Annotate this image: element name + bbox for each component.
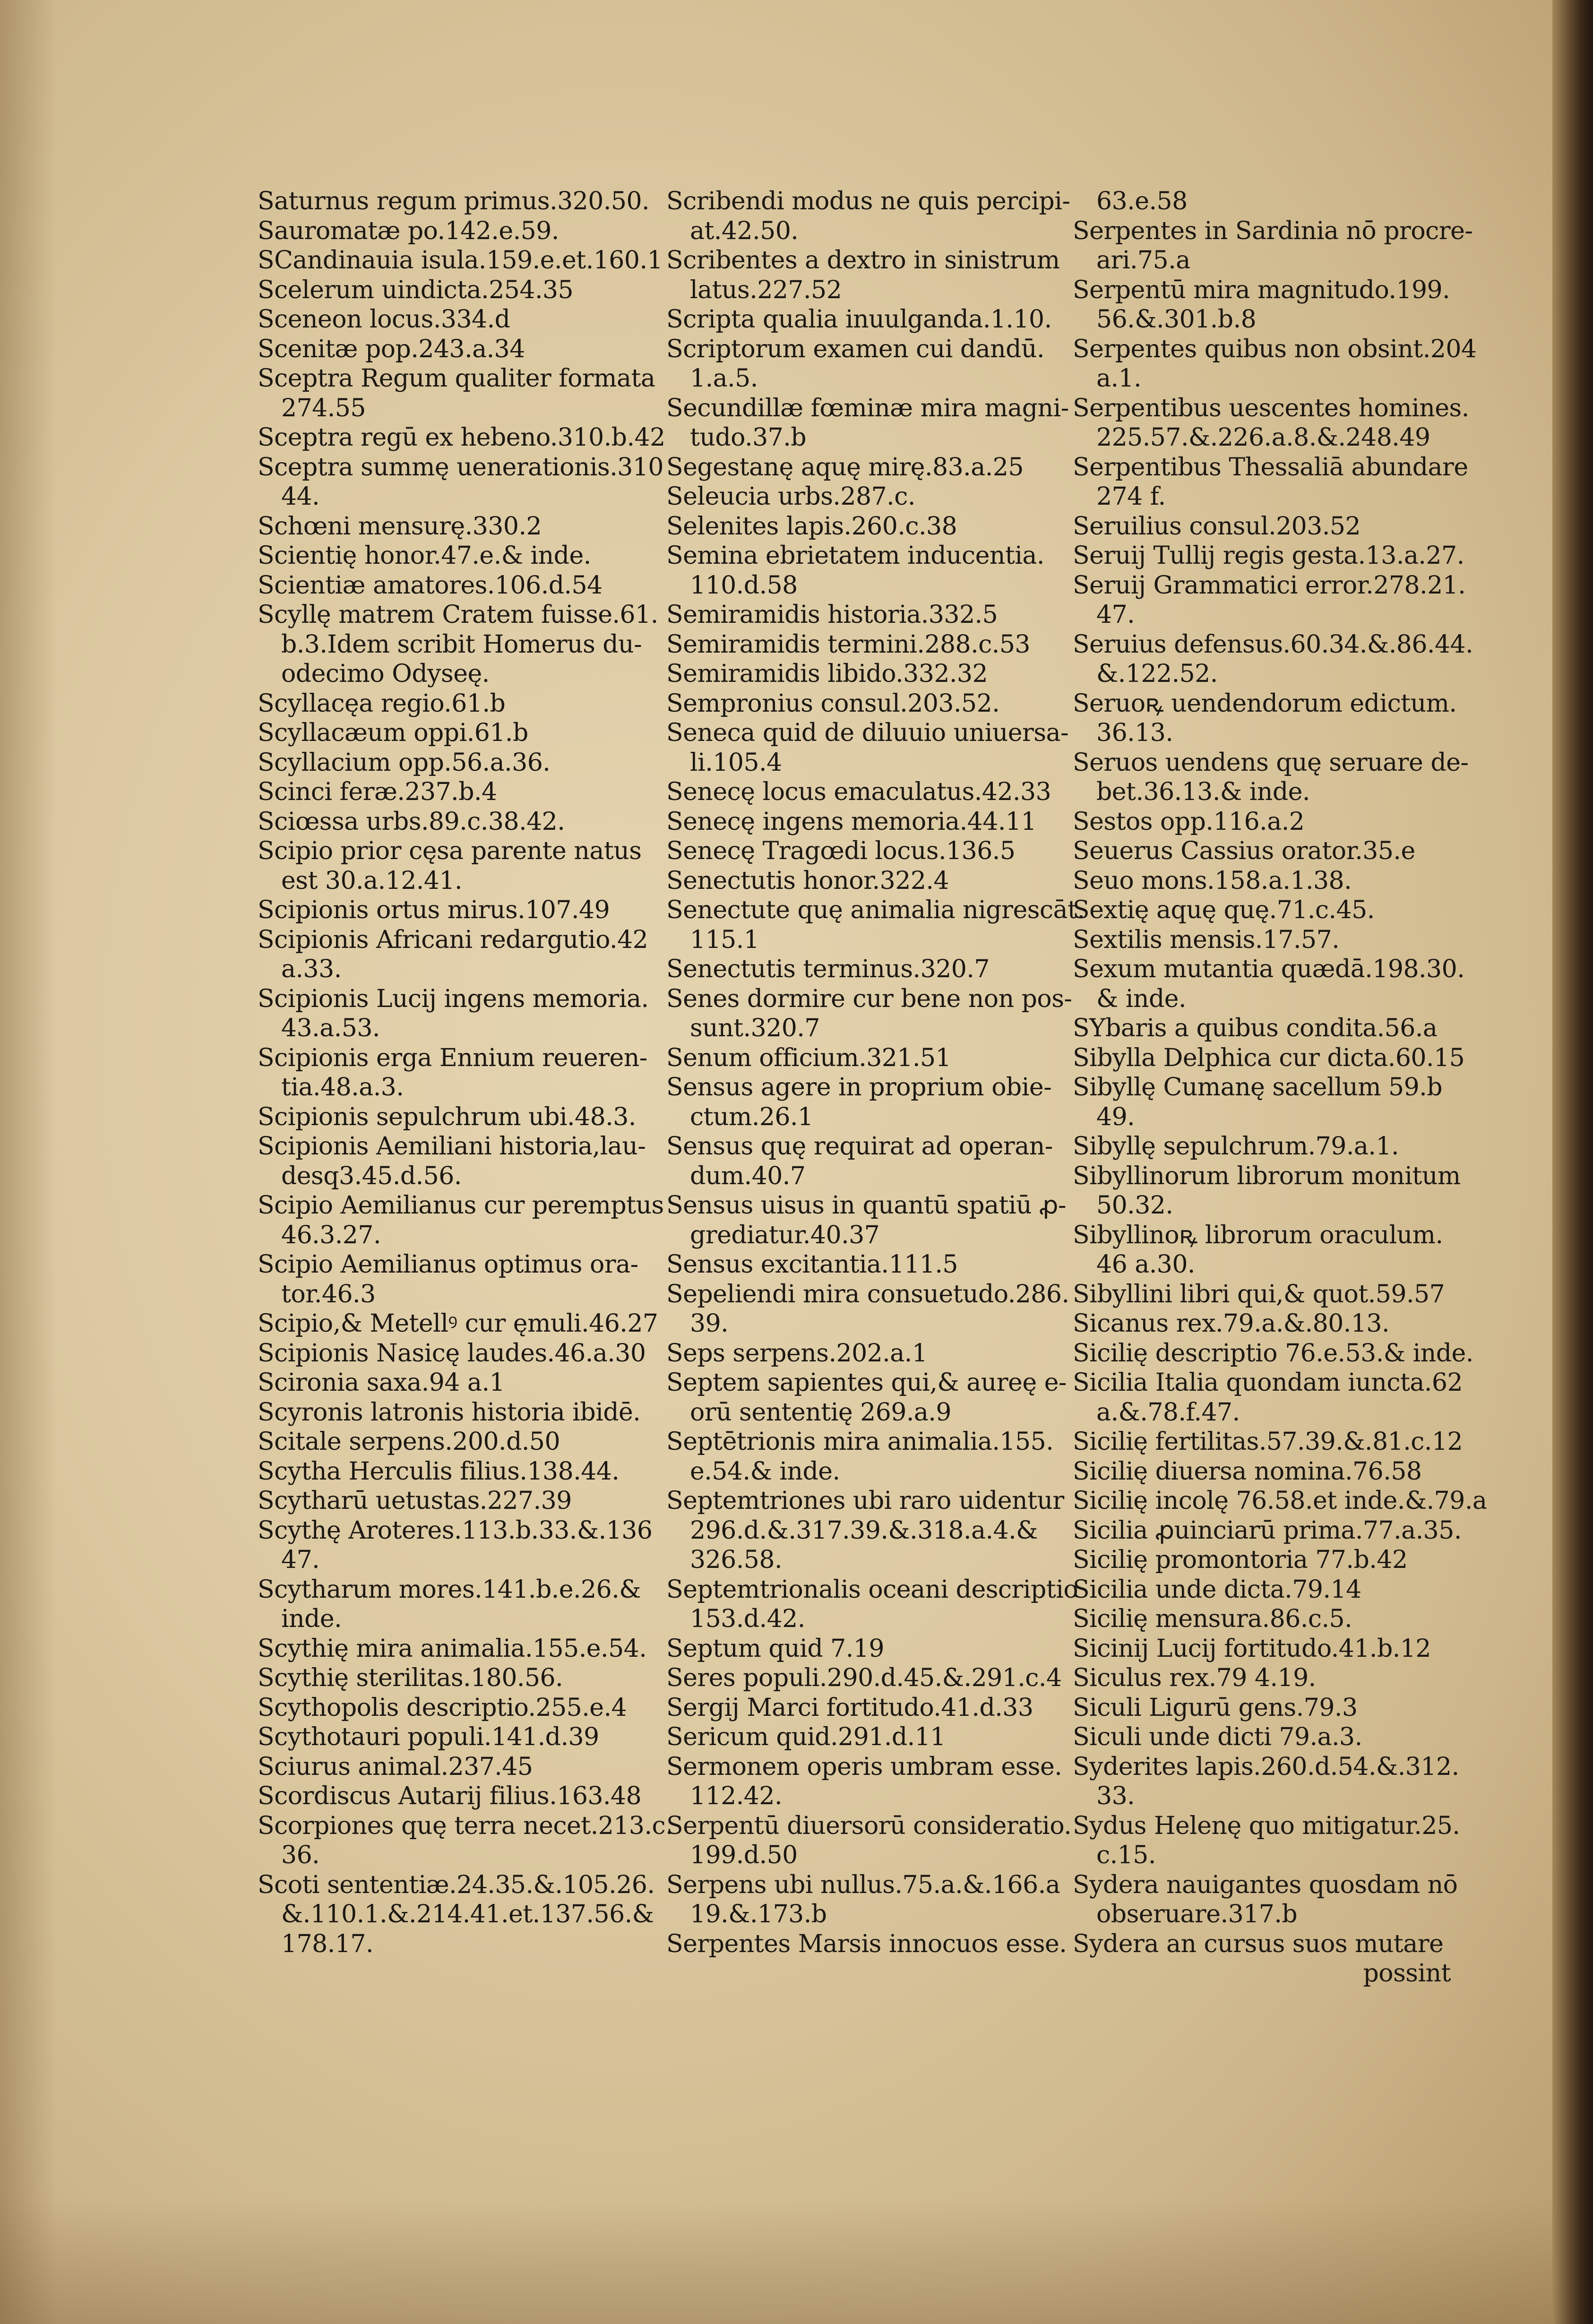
index-entry-line: Siculi Ligurū gens.79.3	[1073, 1693, 1358, 1722]
index-entry-line: Sicilię diuersa nomina.76.58	[1073, 1457, 1422, 1486]
index-entry-line: SCandinauia isula.159.e.et.160.1	[258, 246, 663, 275]
index-entry-line: Serpentes quibus non obsint.204	[1073, 335, 1477, 363]
index-entry-line: Scoti sententiæ.24.35.&.105.26.	[258, 1870, 655, 1899]
index-entry-line: odecimo Odyseę.	[281, 660, 490, 688]
index-entry-line: 115.1	[690, 925, 759, 954]
index-entry-line: orū sententię 269.a.9	[690, 1398, 952, 1427]
index-entry-line: Sibyllę sepulchrum.79.a.1.	[1073, 1132, 1399, 1161]
index-entry-line: Sibyllę Cumanę sacellum 59.b	[1073, 1073, 1443, 1102]
index-entry-line: Sceptra summę uenerationis.310	[258, 453, 663, 482]
index-entry-line: 46 a.30.	[1096, 1250, 1195, 1279]
book-spine	[1552, 0, 1593, 2324]
index-entry-line: tia.48.a.3.	[281, 1073, 404, 1102]
index-entry-line: 50.32.	[1096, 1191, 1173, 1220]
index-entry-line: Senectutis terminus.320.7	[666, 955, 990, 983]
index-entry-line: Sceptra Regum qualiter formata	[258, 364, 655, 393]
index-entry-line: Segestanę aquę mirę.83.a.25	[666, 453, 1024, 482]
index-entry-line: Scytha Herculis filius.138.44.	[258, 1457, 620, 1486]
index-entry-line: Scythię sterilitas.180.56.	[258, 1664, 563, 1692]
index-entry-line: c.15.	[1096, 1841, 1156, 1869]
paper-bottom-stain	[0, 2197, 1552, 2324]
index-entry-line: est 30.a.12.41.	[281, 866, 463, 895]
index-entry-line: Sicilię mensura.86.c.5.	[1073, 1605, 1352, 1633]
index-entry-line: 296.d.&.317.39.&.318.a.4.&	[690, 1516, 1038, 1545]
index-entry-line: Scythopolis descriptio.255.e.4	[258, 1693, 627, 1722]
index-entry-line: a.&.78.f.47.	[1096, 1398, 1240, 1427]
index-entry-line: bet.36.13.& inde.	[1096, 778, 1310, 806]
index-entry-line: Seruoꝶ uendendorum edictum.	[1073, 689, 1457, 718]
index-entry-line: li.105.4	[690, 748, 782, 777]
index-entry-line: e.54.& inde.	[690, 1457, 840, 1486]
index-entry-line: ari.75.a	[1096, 246, 1190, 275]
index-entry-line: Scelerum uindicta.254.35	[258, 275, 574, 304]
index-entry-line: Seps serpens.202.a.1	[666, 1339, 928, 1368]
index-entry-line: Scipio Aemilianus cur peremptus	[258, 1191, 664, 1220]
index-entry-line: & inde.	[1096, 984, 1187, 1013]
index-entry-line: Selenites lapis.260.c.38	[666, 512, 957, 541]
index-entry-line: Saturnus regum primus.320.50.	[258, 187, 650, 215]
index-entry-line: 274.55	[281, 394, 366, 422]
index-entry-line: SYbaris a quibus condita.56.a	[1073, 1014, 1438, 1042]
index-entry-line: Sensus excitantia.111.5	[666, 1250, 958, 1279]
index-entry-line: 36.13.	[1096, 719, 1173, 747]
index-entry-line: 56.&.301.b.8	[1096, 305, 1257, 334]
index-entry-line: Septemtriones ubi raro uidentur	[666, 1487, 1064, 1515]
index-entry-line: Scientię honor.47.e.& inde.	[258, 542, 591, 570]
index-entry-line: Scribentes a dextro in sinistrum	[666, 246, 1060, 275]
index-entry-line: Senes dormire cur bene non pos-	[666, 984, 1072, 1013]
index-entry-line: Seuo mons.158.a.1.38.	[1073, 866, 1352, 895]
index-entry-line: dum.40.7	[690, 1162, 806, 1190]
index-entry-line: Scythę Aroteres.113.b.33.&.136	[258, 1516, 653, 1545]
index-entry-line: Sensus quę requirat ad operan-	[666, 1132, 1053, 1161]
index-entry-line: Scipio prior cęsa parente natus	[258, 837, 642, 865]
index-entry-line: a.1.	[1096, 364, 1142, 393]
index-entry-line: Siculi unde dicti 79.a.3.	[1073, 1723, 1362, 1751]
index-entry-line: Semiramidis libido.332.32	[666, 660, 988, 688]
index-entry-line: 49.	[1096, 1102, 1135, 1131]
index-entry-line: Sydera an cursus suos mutare	[1073, 1929, 1444, 1958]
index-entry-line: ctum.26.1	[690, 1102, 813, 1131]
index-entry-line: 39.	[690, 1309, 729, 1338]
index-entry-line: Seruij Tullij regis gesta.13.a.27.	[1073, 542, 1464, 570]
index-entry-line: latus.227.52	[690, 275, 842, 304]
index-entry-line: Scyllacium opp.56.a.36.	[258, 748, 551, 777]
index-entry-line: 63.e.58	[1096, 187, 1188, 215]
index-entry-line: Scyllacęa regio.61.b	[258, 689, 506, 718]
index-entry-line: Scenitæ pop.243.a.34	[258, 335, 525, 363]
index-entry-line: Senecę locus emaculatus.42.33	[666, 778, 1051, 806]
index-entry-line: Sicilię promontoria 77.b.42	[1073, 1546, 1408, 1574]
index-entry-line: Seruos uendens quę seruare de-	[1073, 748, 1469, 777]
index-entry-line: Sibyllinorum librorum monitum	[1073, 1162, 1461, 1190]
index-entry-line: Septem sapientes qui,& aureę e-	[666, 1369, 1067, 1397]
index-entry-line: Scipionis Aemiliani historia,lau-	[258, 1132, 646, 1161]
index-entry-line: Scipionis Lucij ingens memoria.	[258, 984, 649, 1013]
index-entry-line: Sicilię descriptio 76.e.53.& inde.	[1073, 1339, 1473, 1368]
index-entry-line: Senectute quę animalia nigrescāt.	[666, 896, 1085, 924]
index-entry-line: 1.a.5.	[690, 364, 758, 393]
index-entry-line: Scripta qualia inuulganda.1.10.	[666, 305, 1052, 334]
index-entry-line: Sciurus animal.237.45	[258, 1752, 533, 1781]
index-entry-line: Sauromatæ po.142.e.59.	[258, 216, 559, 245]
index-entry-line: 33.	[1096, 1782, 1135, 1810]
index-entry-line: Serpentibus Thessaliā abundare	[1073, 453, 1468, 482]
index-entry-line: Septemtrionalis oceani descriptio	[666, 1575, 1078, 1604]
index-entry-line: inde.	[281, 1605, 342, 1633]
index-entry-line: 110.d.58	[690, 571, 798, 600]
index-entry-line: sunt.320.7	[690, 1014, 820, 1042]
index-entry-line: Semina ebrietatem inducentia.	[666, 542, 1044, 570]
index-entry-line: 36.	[281, 1841, 320, 1869]
index-entry-line: Sergij Marci fortitudo.41.d.33	[666, 1693, 1033, 1722]
paper-edge-shadow	[0, 0, 57, 2324]
index-entry-line: Scitale serpens.200.d.50	[258, 1428, 560, 1456]
index-entry-line: Scordiscus Autarij filius.163.48	[258, 1782, 642, 1810]
index-entry-line: Siculus rex.79 4.19.	[1073, 1664, 1316, 1692]
index-entry-line: 43.a.53.	[281, 1014, 380, 1042]
index-entry-line: 47.	[281, 1546, 320, 1574]
index-entry-line: Senecę ingens memoria.44.11	[666, 807, 1037, 836]
index-entry-line: Sibylla Delphica cur dicta.60.15	[1073, 1043, 1465, 1072]
index-entry-line: Sensus uisus in quantū spatiū ꝓ-	[666, 1191, 1066, 1220]
index-entry-line: Sensus agere in proprium obie-	[666, 1073, 1052, 1102]
index-entry-line: 153.d.42.	[690, 1605, 805, 1633]
index-entry-line: Serpentū diuersorū consideratio.	[666, 1811, 1072, 1840]
index-entry-line: Sextię aquę quę.71.c.45.	[1073, 896, 1375, 924]
index-entry-line: Scorpiones quę terra necet.213.c.	[258, 1811, 673, 1840]
index-column-3	[1073, 187, 1487, 1988]
index-entry-line: Senecę Tragœdi locus.136.5	[666, 837, 1016, 865]
index-entry-line: Semiramidis historia.332.5	[666, 601, 998, 629]
index-entry-line: Seres populi.290.d.45.&.291.c.4	[666, 1664, 1062, 1692]
index-entry-line: 47.	[1096, 601, 1135, 629]
index-entry-line: Sextilis mensis.17.57.	[1073, 925, 1340, 954]
index-entry-line: Scyronis latronis historia ibidē.	[258, 1398, 641, 1427]
index-entry-line: Scipionis ortus mirus.107.49	[258, 896, 610, 924]
index-entry-line: Scipionis Africani redargutio.42	[258, 925, 648, 954]
index-entry-line: Sibyllini libri qui,& quot.59.57	[1073, 1280, 1445, 1308]
index-entry-line: Sceneon locus.334.d	[258, 305, 510, 334]
index-entry-line: possint	[1363, 1959, 1451, 1988]
index-entry-line: Scipio Aemilianus optimus ora-	[258, 1250, 638, 1279]
index-entry-line: Scipio,& Metellꝰ cur ęmuli.46.27	[258, 1309, 658, 1338]
index-entry-line: Sicilię incolę 76.58.et inde.&.79.a	[1073, 1487, 1487, 1515]
index-entry-line: Scyllę matrem Cratem fuisse.61.	[258, 601, 658, 629]
index-entry-line: Scyllacæum oppi.61.b	[258, 719, 528, 747]
index-entry-line: Sicanus rex.79.a.&.80.13.	[1073, 1309, 1389, 1338]
index-entry-line: Sepeliendi mira consuetudo.286.	[666, 1280, 1069, 1308]
index-entry-line: Scythotauri populi.141.d.39	[258, 1723, 599, 1751]
index-entry-line: Sicilię fertilitas.57.39.&.81.c.12	[1073, 1428, 1463, 1456]
index-entry-line: Sicilia ꝓuinciarū prima.77.a.35.	[1073, 1516, 1462, 1545]
index-entry-line: tudo.37.b	[690, 423, 807, 452]
index-entry-line: Scythię mira animalia.155.e.54.	[258, 1634, 647, 1663]
index-entry-line: Scinci feræ.237.b.4	[258, 778, 497, 806]
index-entry-line: Schœni mensurę.330.2	[258, 512, 542, 541]
index-entry-line: Sydera nauigantes quosdam nō	[1073, 1870, 1458, 1899]
index-entry-line: Septētrionis mira animalia.155.	[666, 1428, 1054, 1456]
index-entry-line: Senum officium.321.51	[666, 1043, 951, 1072]
index-entry-line: Scriptorum examen cui dandū.	[666, 335, 1044, 363]
index-entry-line: Seneca quid de diluuio uniuersa-	[666, 719, 1069, 747]
index-entry-line: Sydus Helenę quo mitigatur.25.	[1073, 1811, 1460, 1840]
index-entry-line: Sceptra regū ex hebeno.310.b.42	[258, 423, 665, 452]
index-entry-line: Sestos opp.116.a.2	[1073, 807, 1305, 836]
index-entry-line: Sibyllinoꝶ librorum oraculum.	[1073, 1221, 1443, 1249]
index-entry-line: Sericum quid.291.d.11	[666, 1723, 946, 1751]
index-entry-line: at.42.50.	[690, 216, 799, 245]
index-entry-line: Seruius defensus.60.34.&.86.44.	[1073, 630, 1473, 659]
index-entry-line: Seruij Grammatici error.278.21.	[1073, 571, 1466, 600]
index-entry-line: Serpens ubi nullus.75.a.&.166.a	[666, 1870, 1060, 1899]
index-entry-line: Serpentibus uescentes homines.	[1073, 394, 1469, 422]
index-entry-line: Sicilia Italia quondam iuncta.62	[1073, 1369, 1463, 1397]
index-entry-line: Seuerus Cassius orator.35.e	[1073, 837, 1415, 865]
index-entry-line: Syderites lapis.260.d.54.&.312.	[1073, 1752, 1459, 1781]
index-entry-line: Sexum mutantia quædā.198.30.	[1073, 955, 1465, 983]
index-entry-line: 44.	[281, 482, 320, 511]
index-entry-line: Seleucia urbs.287.c.	[666, 482, 915, 511]
index-entry-line: Sermonem operis umbram esse.	[666, 1752, 1062, 1781]
index-entry-line: Semiramidis termini.288.c.53	[666, 630, 1030, 659]
index-entry-line: 326.58.	[690, 1546, 782, 1574]
index-entry-line: Sicilia unde dicta.79.14	[1073, 1575, 1361, 1604]
index-entry-line: Serpentū mira magnitudo.199.	[1073, 275, 1450, 304]
index-entry-line: 178.17.	[281, 1929, 373, 1958]
index-entry-line: 199.d.50	[690, 1841, 798, 1869]
index-entry-line: Sicinij Lucij fortitudo.41.b.12	[1073, 1634, 1431, 1663]
index-entry-line: 274 f.	[1096, 482, 1166, 511]
index-entry-line: Secundillæ fœminæ mira magni-	[666, 394, 1069, 422]
index-entry-line: Senectutis honor.322.4	[666, 866, 949, 895]
index-entry-line: Scipionis erga Ennium reueren-	[258, 1043, 647, 1072]
index-entry-line: a.33.	[281, 955, 342, 983]
index-entry-line: 112.42.	[690, 1782, 782, 1810]
index-entry-line: Scipionis Nasicę laudes.46.a.30	[258, 1339, 646, 1368]
index-entry-line: Sciœssa urbs.89.c.38.42.	[258, 807, 565, 836]
index-entry-line: Scipionis sepulchrum ubi.48.3.	[258, 1102, 636, 1131]
index-entry-line: 225.57.&.226.a.8.&.248.49	[1096, 423, 1430, 452]
index-entry-line: grediatur.40.37	[690, 1221, 880, 1249]
index-column-2	[666, 187, 1111, 1959]
index-entry-line: Serpentes Marsis innocuos esse.	[666, 1929, 1067, 1958]
index-entry-line: 46.3.27.	[281, 1221, 381, 1249]
index-entry-line: &.110.1.&.214.41.et.137.56.&	[281, 1900, 654, 1928]
index-column-1	[258, 187, 702, 1959]
index-entry-line: Seruilius consul.203.52	[1073, 512, 1361, 541]
index-entry-line: Septum quid 7.19	[666, 1634, 884, 1663]
index-entry-line: Scientiæ amatores.106.d.54	[258, 571, 603, 600]
index-entry-line: 19.&.173.b	[690, 1900, 827, 1928]
index-entry-line: obseruare.317.b	[1096, 1900, 1298, 1928]
index-entry-line: b.3.Idem scribit Homerus du-	[281, 630, 642, 659]
index-entry-line: Scribendi modus ne quis percipi-	[666, 187, 1070, 215]
index-entry-line: Serpentes in Sardinia nō procre-	[1073, 216, 1473, 245]
index-entry-line: &.122.52.	[1096, 660, 1218, 688]
index-entry-line: Scironia saxa.94 a.1	[258, 1369, 505, 1397]
index-entry-line: Scytharū uetustas.227.39	[258, 1487, 572, 1515]
index-entry-line: Scytharum mores.141.b.e.26.&	[258, 1575, 641, 1604]
index-entry-line: tor.46.3	[281, 1280, 376, 1308]
index-entry-line: Sempronius consul.203.52.	[666, 689, 1000, 718]
index-entry-line: desq3.45.d.56.	[281, 1162, 462, 1190]
